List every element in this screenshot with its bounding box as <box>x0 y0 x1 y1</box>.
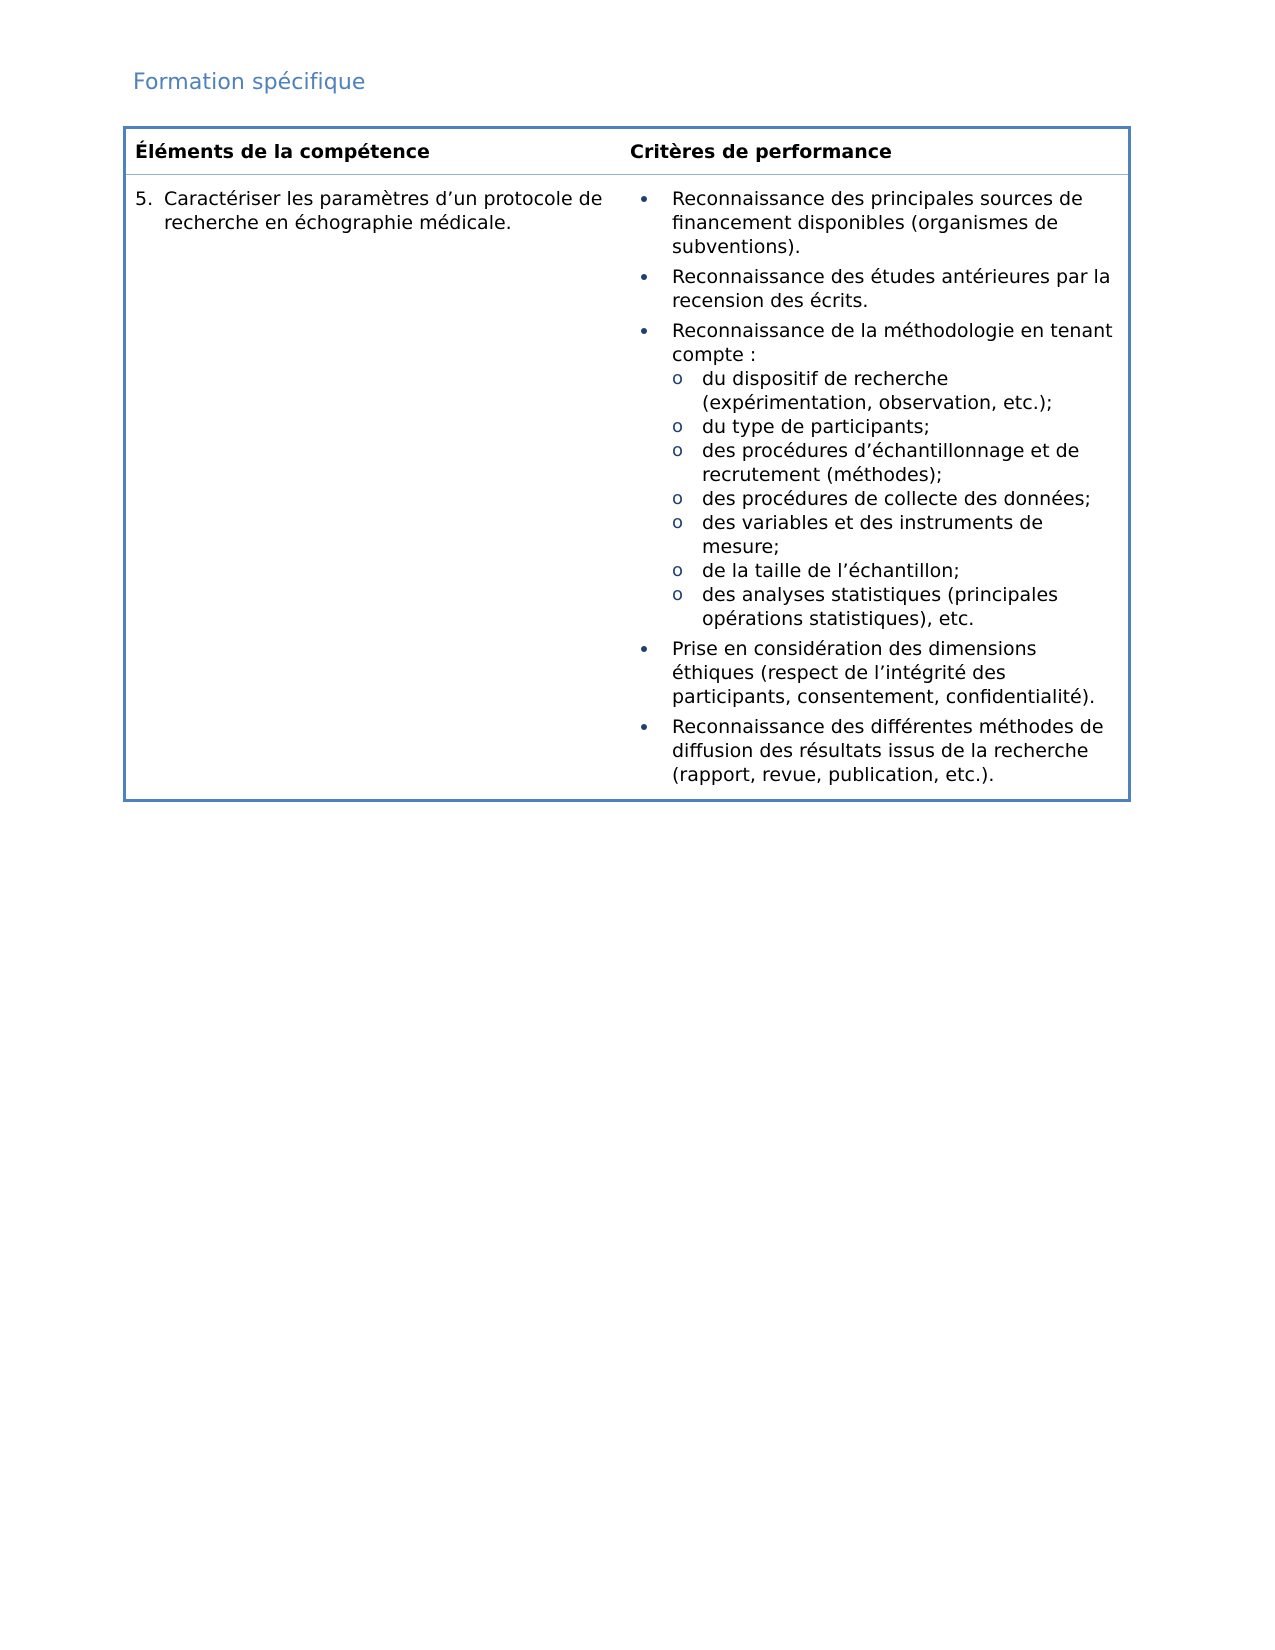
sub-item-text: de la taille de l’échantillon; <box>702 560 960 582</box>
bullet-icon <box>630 715 672 787</box>
competence-table <box>123 126 1131 802</box>
sub-item-text: des variables et des instruments de mesure; <box>702 512 1044 558</box>
element-number: 5. <box>135 188 154 210</box>
sub-bullet-icon: o <box>672 488 684 509</box>
criterion-sublist <box>672 367 1120 631</box>
criterion-item <box>630 637 1120 709</box>
bullet-icon <box>630 319 672 631</box>
criterion-text: Reconnaissance des principales sources de financement disponibles (organismes de subventions). <box>672 188 1083 258</box>
criterion-text: Reconnaissance des différentes méthodes de diffusion des résultats issus de la recherche (rapport, revue, publication, etc.). <box>672 716 1104 786</box>
bullet-icon <box>630 265 672 313</box>
sub-bullet-icon: o <box>672 368 684 389</box>
sub-item <box>672 511 1120 559</box>
sub-bullet-icon: o <box>672 512 684 533</box>
sub-item-text: des procédures d’échantillonnage et de recrutement (méthodes); <box>702 440 1080 486</box>
criteria-cell <box>630 187 1128 793</box>
sub-item <box>672 415 1120 439</box>
table-body-row <box>126 175 1128 799</box>
header-criteria: Critères de performance <box>630 140 892 163</box>
sub-item <box>672 487 1120 511</box>
element-text: Caractériser les paramètres d’un protocole de recherche en échographie médicale. <box>164 188 603 234</box>
sub-item-text: du dispositif de recherche (expérimentation, observation, etc.); <box>702 368 1053 414</box>
sub-item <box>672 439 1120 487</box>
element-item <box>135 187 630 235</box>
header-elements: Éléments de la compétence <box>135 140 430 163</box>
sub-item-text: des procédures de collecte des données; <box>702 488 1091 510</box>
sub-item <box>672 583 1120 631</box>
sub-bullet-icon: o <box>672 584 684 605</box>
sub-item <box>672 367 1120 415</box>
criterion-item <box>630 319 1120 631</box>
bullet-icon <box>630 637 672 709</box>
elements-cell <box>126 187 630 793</box>
sub-item-text: du type de participants; <box>702 416 930 438</box>
sub-item <box>672 559 1120 583</box>
bullet-icon <box>630 187 672 259</box>
criterion-item <box>630 715 1120 787</box>
sub-bullet-icon: o <box>672 416 684 437</box>
criterion-text: Prise en considération des dimensions éthiques (respect de l’intégrité des participants, consentement, confidentialité). <box>672 638 1096 708</box>
sub-item-text: des analyses statistiques (principales opérations statistiques), etc. <box>702 584 1059 630</box>
criterion-block <box>672 319 1120 631</box>
sub-bullet-icon: o <box>672 440 684 461</box>
table-header-row <box>126 129 1128 175</box>
criterion-text: Reconnaissance de la méthodologie en tenant compte : <box>672 320 1113 366</box>
section-title: Formation spécifique <box>133 70 366 95</box>
criterion-item <box>630 187 1120 259</box>
sub-bullet-icon: o <box>672 560 684 581</box>
criterion-item <box>630 265 1120 313</box>
criterion-text: Reconnaissance des études antérieures par la recension des écrits. <box>672 266 1111 312</box>
